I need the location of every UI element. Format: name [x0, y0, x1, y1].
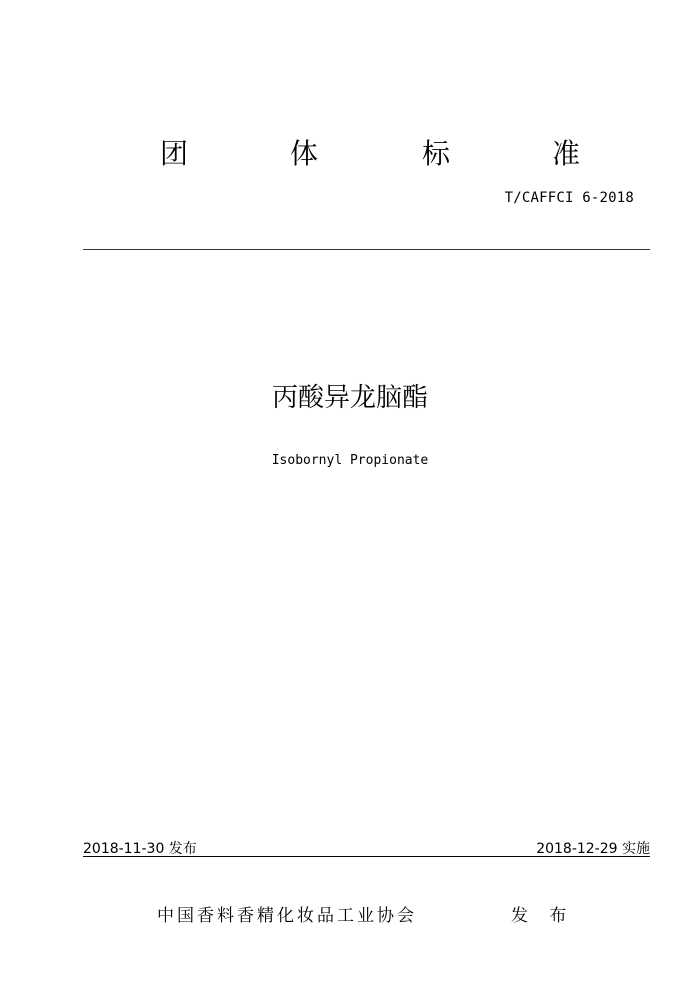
standard-title-english: Isobornyl Propionate — [271, 453, 429, 468]
document-type-title — [130, 136, 610, 174]
title-char-2: 体 — [290, 137, 319, 170]
publish-date: 2018-11-30 发布 — [83, 841, 197, 857]
implement-date: 2018-12-29 实施 — [536, 841, 650, 857]
issuing-organization: 中国香料香精化妆品工业协会 — [157, 906, 417, 926]
title-char-3: 标 — [422, 137, 451, 170]
standard-title-chinese: 丙酸异龙脑酯 — [271, 383, 428, 413]
standard-number: T/CAFFCI 6-2018 — [504, 190, 634, 206]
issue-label: 发 布 — [511, 906, 575, 926]
title-char-4: 准 — [552, 137, 581, 170]
header-divider — [83, 249, 650, 250]
title-char-1: 团 — [160, 137, 189, 170]
footer-divider — [83, 856, 650, 857]
